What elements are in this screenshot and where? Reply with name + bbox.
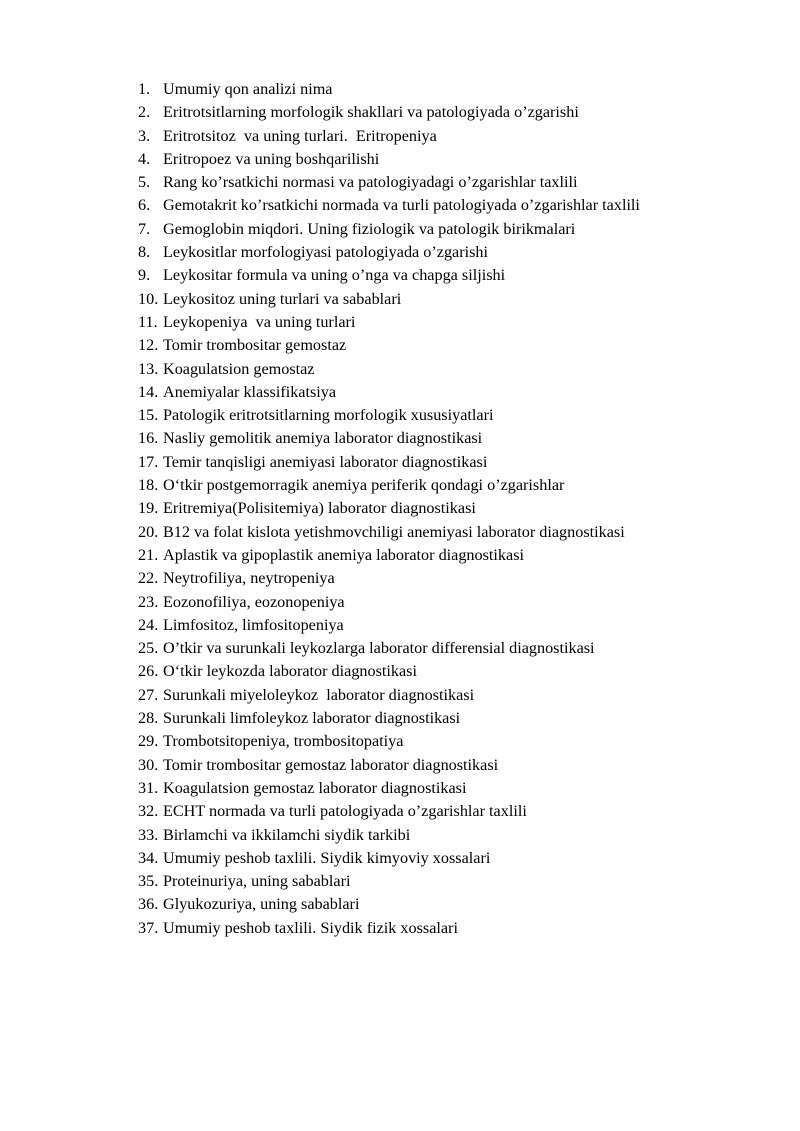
item-number: 23. xyxy=(138,592,159,611)
item-text: Tomir trombositar gemostaz xyxy=(163,336,347,355)
item-text: Eritrotsitlarning morfologik shakllari va patologiyada o’zgarishi xyxy=(163,103,579,122)
item-text: O‘tkir postgemorragik anemiya periferik qondagi o’zgarishlar xyxy=(163,476,565,495)
item-number: 17. xyxy=(138,452,159,471)
list-item xyxy=(138,334,778,357)
item-number: 12. xyxy=(138,336,159,355)
item-number: 18. xyxy=(138,476,159,495)
list-item xyxy=(138,194,778,217)
item-text: Umumiy peshob taxlili. Siydik kimyoviy xossalari xyxy=(163,848,491,867)
list-item xyxy=(138,241,778,264)
item-number: 21. xyxy=(138,545,159,564)
item-text: Glyukozuriya, uning sabablari xyxy=(163,895,360,914)
item-number: 4. xyxy=(138,149,151,168)
list-item xyxy=(138,847,778,870)
item-text: Surunkali limfoleykoz laborator diagnostikasi xyxy=(163,709,461,728)
list-item xyxy=(138,777,778,800)
item-text: Koagulatsion gemostaz xyxy=(163,359,315,378)
item-number: 32. xyxy=(138,802,159,821)
list-item xyxy=(138,637,778,660)
list-item xyxy=(138,218,778,241)
item-number: 11. xyxy=(138,312,158,331)
item-number: 9. xyxy=(138,266,151,285)
item-text: Koagulatsion gemostaz laborator diagnostikasi xyxy=(163,778,467,797)
list-item xyxy=(138,148,778,171)
item-text: ECHT normada va turli patologiyada o’zgarishlar taxlili xyxy=(163,802,527,821)
item-number: 26. xyxy=(138,662,159,681)
item-text: Limfositoz, limfositopeniya xyxy=(163,615,344,634)
item-text: Leykopeniya va uning turlari xyxy=(163,312,356,331)
item-text: Gemotakrit ko’rsatkichi normada va turli patologiyada o’zgarishlar taxlili xyxy=(163,196,640,215)
item-number: 35. xyxy=(138,872,159,891)
list-item xyxy=(138,544,778,567)
item-number: 29. xyxy=(138,732,159,751)
item-number: 15. xyxy=(138,406,159,425)
list-item xyxy=(138,660,778,683)
item-text: Leykositlar morfologiyasi patologiyada o’zgarishi xyxy=(163,243,489,262)
item-text: Eritrotsitoz va uning turlari. Eritropeniya xyxy=(163,126,437,145)
question-list xyxy=(138,78,778,940)
list-item xyxy=(138,591,778,614)
list-item xyxy=(138,917,778,940)
list-item xyxy=(138,381,778,404)
item-text: Patologik eritrotsitlarning morfologik xususiyatlari xyxy=(163,406,494,425)
item-text: Umumiy peshob taxlili. Siydik fizik xossalari xyxy=(163,918,458,937)
list-item xyxy=(138,288,778,311)
item-number: 14. xyxy=(138,382,159,401)
item-text: B12 va folat kislota yetishmovchiligi anemiyasi laborator diagnostikasi xyxy=(163,522,625,541)
list-item xyxy=(138,78,778,101)
item-text: Surunkali miyeloleykoz laborator diagnostikasi xyxy=(163,685,475,704)
item-text: Aplastik va gipoplastik anemiya laborator diagnostikasi xyxy=(163,545,524,564)
item-number: 28. xyxy=(138,709,159,728)
item-text: Trombotsitopeniya, trombositopatiya xyxy=(163,732,404,751)
list-item xyxy=(138,521,778,544)
item-number: 19. xyxy=(138,499,159,518)
list-item xyxy=(138,707,778,730)
list-item xyxy=(138,451,778,474)
item-number: 36. xyxy=(138,895,159,914)
item-number: 27. xyxy=(138,685,159,704)
item-number: 6. xyxy=(138,196,151,215)
item-number: 25. xyxy=(138,639,159,658)
item-text: Tomir trombositar gemostaz laborator diagnostikasi xyxy=(163,755,499,774)
list-item xyxy=(138,427,778,450)
item-number: 1. xyxy=(138,80,151,98)
item-number: 37. xyxy=(138,918,159,937)
item-text: Nasliy gemolitik anemiya laborator diagnostikasi xyxy=(163,429,483,448)
list-item xyxy=(138,311,778,334)
item-number: 3. xyxy=(138,126,151,145)
list-item xyxy=(138,824,778,847)
list-item xyxy=(138,754,778,777)
list-item xyxy=(138,730,778,753)
item-number: 31. xyxy=(138,778,159,797)
item-number: 30. xyxy=(138,755,159,774)
item-text: Rang ko’rsatkichi normasi va patologiyadagi o’zgarishlar taxlili xyxy=(163,173,578,192)
list-item xyxy=(138,893,778,916)
list-item xyxy=(138,684,778,707)
item-number: 5. xyxy=(138,173,151,192)
item-number: 20. xyxy=(138,522,159,541)
item-text: O’tkir va surunkali leykozlarga laborator differensial diagnostikasi xyxy=(163,639,595,658)
item-number: 24. xyxy=(138,615,159,634)
item-text: Umumiy qon analizi nima xyxy=(163,80,333,98)
list-item xyxy=(138,800,778,823)
list-item xyxy=(138,264,778,287)
list-item xyxy=(138,171,778,194)
item-number: 22. xyxy=(138,569,159,588)
list-item xyxy=(138,870,778,893)
item-number: 8. xyxy=(138,243,151,262)
item-text: Gemoglobin miqdori. Uning fiziologik va patologik birikmalari xyxy=(163,219,576,238)
item-text: Birlamchi va ikkilamchi siydik tarkibi xyxy=(163,825,411,844)
list-item xyxy=(138,358,778,381)
list-item xyxy=(138,497,778,520)
item-number: 16. xyxy=(138,429,159,448)
list-item xyxy=(138,125,778,148)
item-number: 34. xyxy=(138,848,159,867)
item-number: 10. xyxy=(138,289,159,308)
item-text: Anemiyalar klassifikatsiya xyxy=(163,382,337,401)
item-number: 2. xyxy=(138,103,151,122)
item-text: Eritropoez va uning boshqarilishi xyxy=(163,149,380,168)
item-text: Neytrofiliya, neytropeniya xyxy=(163,569,335,588)
item-text: Leykositar formula va uning o’nga va chapga siljishi xyxy=(163,266,506,285)
list-item xyxy=(138,404,778,427)
item-number: 33. xyxy=(138,825,159,844)
list-item xyxy=(138,474,778,497)
list-item xyxy=(138,101,778,124)
item-text: Proteinuriya, uning sabablari xyxy=(163,872,351,891)
list-item xyxy=(138,567,778,590)
item-text: Leykositoz uning turlari va sabablari xyxy=(163,289,402,308)
list-item xyxy=(138,614,778,637)
item-text: O‘tkir leykozda laborator diagnostikasi xyxy=(163,662,417,681)
item-text: Eozonofiliya, eozonopeniya xyxy=(163,592,345,611)
item-number: 7. xyxy=(138,219,151,238)
item-number: 13. xyxy=(138,359,159,378)
item-text: Temir tanqisligi anemiyasi laborator diagnostikasi xyxy=(163,452,488,471)
item-text: Eritremiya(Polisitemiya) laborator diagnostikasi xyxy=(163,499,476,518)
